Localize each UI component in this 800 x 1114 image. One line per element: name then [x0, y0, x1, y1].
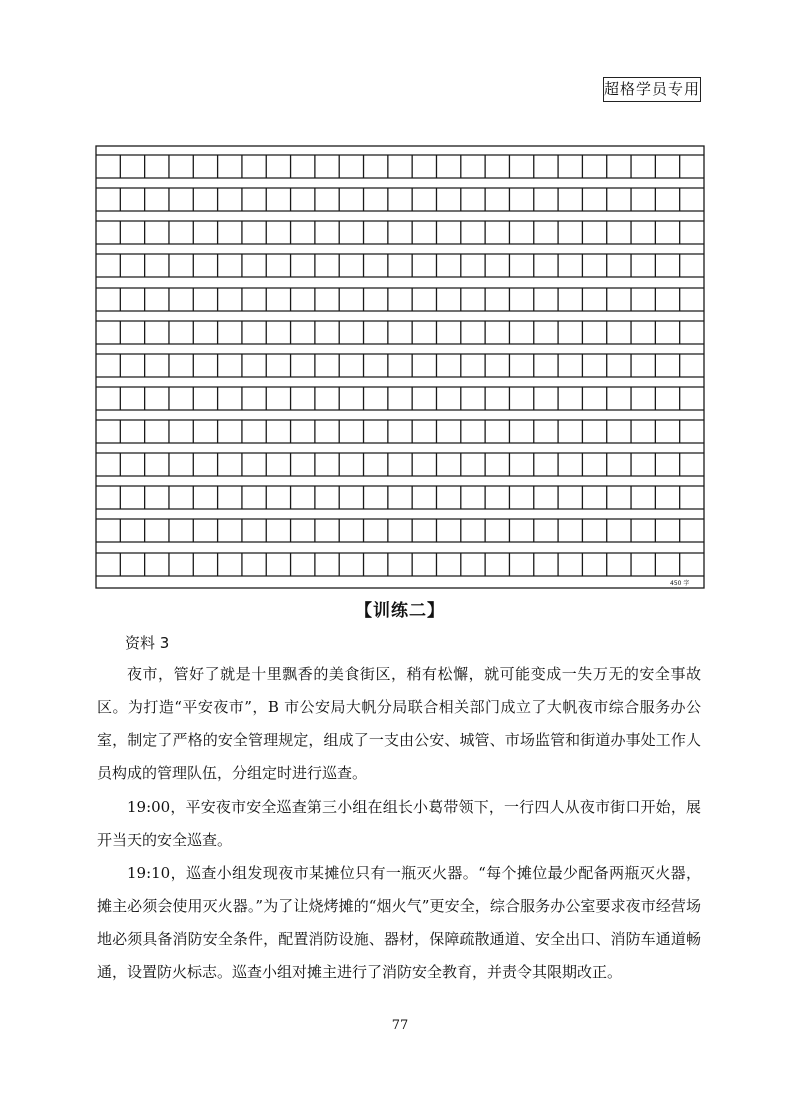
- section-title: 【训练二】: [355, 601, 445, 621]
- material-paragraph-2: 19:00，平安夜市安全巡查第三小组在组长小葛带领下，一行四人从夜市街口开始，展开当天的安全巡查。: [97, 798, 701, 849]
- exclusive-use-badge: 超格学员专用: [603, 77, 701, 102]
- grid-lines: [96, 146, 704, 588]
- word-count-label: 450 字: [670, 580, 690, 587]
- page-number: 77: [391, 1018, 409, 1033]
- material-label: 资料 3: [125, 634, 170, 652]
- material-paragraph-1: 夜市，管好了就是十里飘香的美食街区，稍有松懈，就可能变成一失万无的安全事故区。为打造“平安夜市”，B 市公安局大帆分局联合相关部门成立了大帆夜市综合服务办公室，制定了严格的安全管理规定，组成了一支由公安、城管、市场监管和街道办事处工作人员构成的管理队伍，分组定时进行巡查。: [97, 665, 701, 782]
- material-paragraph-3: 19:10，巡查小组发现夜市某摊位只有一瓶灭火器。“每个摊位最少配备两瓶灭火器，摊主必须会使用灭火器。”为了让烧烤摊的“烟火气”更安全，综合服务办公室要求夜市经营场地必须具备消防安全条件，配置消防设施、器材，保障疏散通道、安全出口、消防车通道畅通，设置防火标志。巡查小组对摊主进行了消防安全教育，并责令其限期改正。: [97, 864, 701, 981]
